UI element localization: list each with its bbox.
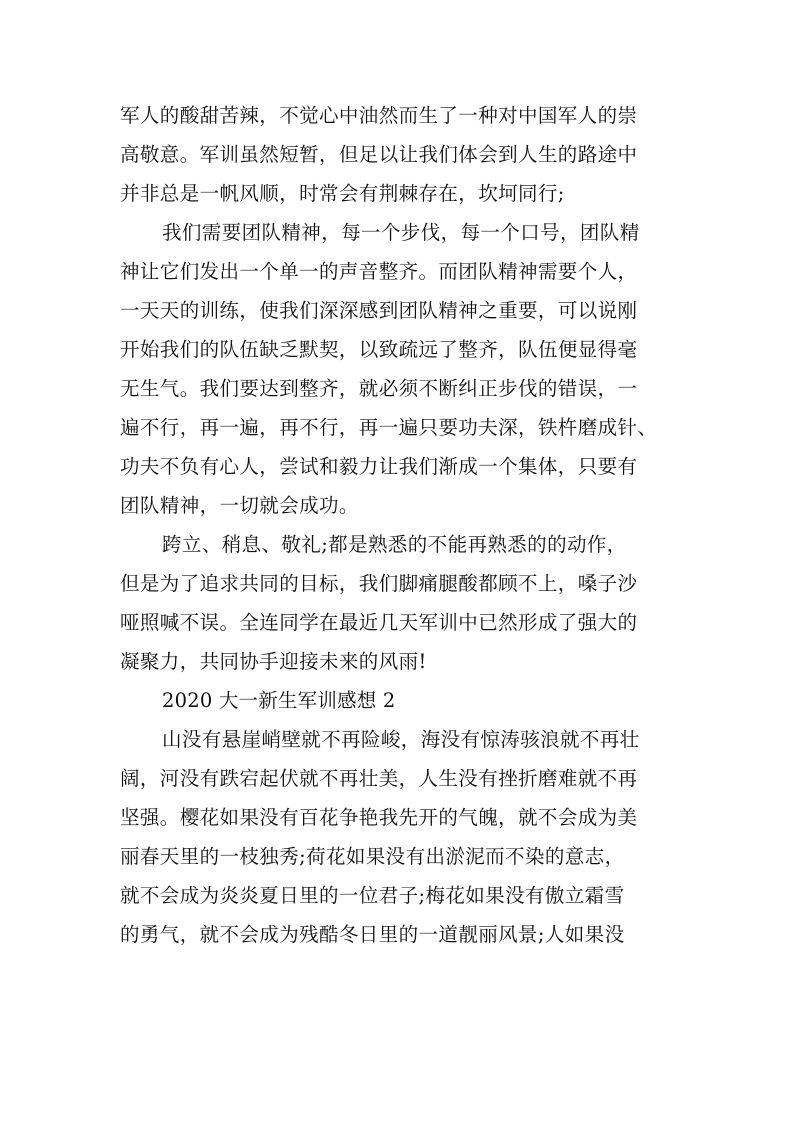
text-line-6: 一天天的训练，使我们深深感到团队精神之重要，可以说刚 bbox=[120, 299, 638, 322]
text-line-15: 凝聚力，共同协手迎接未来的风雨! bbox=[120, 650, 427, 673]
text-line-3: 并非总是一帆风顺，时常会有荆棘存在，坎坷同行; bbox=[120, 182, 565, 205]
text-line-17: 山没有悬崖峭壁就不再险峻，海没有惊涛骇浪就不再壮 bbox=[162, 728, 640, 751]
text-line-21: 就不会成为炎炎夏日里的一位君子;梅花如果没有傲立霜雪 bbox=[120, 884, 625, 907]
text-line-2: 高敬意。军训虽然短暂，但足以让我们体会到人生的路途中 bbox=[120, 143, 638, 166]
text-line-14: 哑照喊不误。全连同学在最近几天军训中已然形成了强大的 bbox=[120, 611, 638, 634]
text-line-4: 我们需要团队精神，每一个步伐，每一个口号，团队精 bbox=[162, 221, 640, 244]
text-line-19: 坚强。樱花如果没有百花争艳我先开的气魄，就不会成为美 bbox=[120, 806, 638, 829]
text-line-18: 阔，河没有跌宕起伏就不再壮美，人生没有挫折磨难就不再 bbox=[120, 767, 638, 790]
text-line-5: 神让它们发出一个单一的声音整齐。而团队精神需要个人， bbox=[120, 260, 638, 283]
text-line-8: 无生气。我们要达到整齐，就必须不断纠正步伐的错误，一 bbox=[120, 377, 638, 400]
text-line-1: 军人的酸甜苦辣，不觉心中油然而生了一种对中国军人的崇 bbox=[120, 104, 638, 127]
text-line-12: 跨立、稍息、敬礼;都是熟悉的不能再熟悉的的动作， bbox=[162, 533, 627, 556]
text-line-11: 团队精神，一切就会成功。 bbox=[120, 494, 359, 517]
text-line-22: 的勇气，就不会成为残酷冬日里的一道靓丽风景;人如果没 bbox=[120, 923, 625, 946]
section-title: 2020 大一新生军训感想 2 bbox=[162, 689, 396, 712]
document-body bbox=[120, 96, 690, 954]
text-line-20: 丽春天里的一枝独秀;荷花如果没有出淤泥而不染的意志， bbox=[120, 845, 625, 868]
text-line-10: 功夫不负有心人，尝试和毅力让我们渐成一个集体，只要有 bbox=[120, 455, 638, 478]
text-line-13: 但是为了追求共同的目标，我们脚痛腿酸都顾不上，嗓子沙 bbox=[120, 572, 638, 595]
text-line-7: 开始我们的队伍缺乏默契，以致疏远了整齐，队伍便显得毫 bbox=[120, 338, 638, 361]
text-line-9: 遍不行，再一遍，再不行，再一遍只要功夫深，铁杵磨成针、 bbox=[120, 416, 658, 439]
